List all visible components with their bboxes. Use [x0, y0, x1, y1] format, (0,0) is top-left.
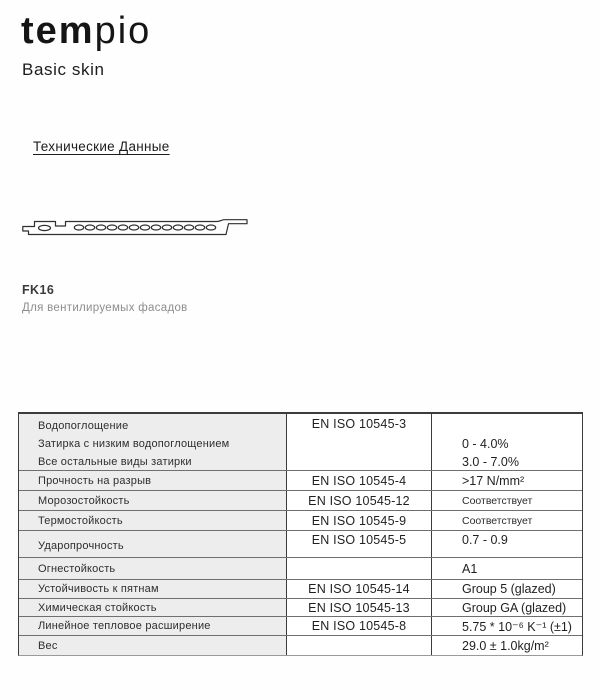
table-row-chemical-resistance — [19, 598, 582, 616]
spec-standard — [287, 558, 432, 579]
spec-label: Ударопрочность — [19, 531, 287, 557]
spec-value: >17 N/mm² — [462, 473, 525, 488]
spec-label — [19, 414, 287, 470]
technical-data-link[interactable]: Технические Данные — [33, 139, 170, 154]
spec-label-line: Все остальные виды затирки — [38, 456, 192, 468]
spec-value-line: 3.0 - 7.0% — [462, 455, 519, 469]
spec-standard: EN ISO 10545-8 — [287, 617, 432, 635]
brand-logo — [21, 8, 151, 54]
spec-label-line: Водопоглощение — [38, 420, 129, 432]
spec-value — [432, 414, 582, 470]
spec-label-line: Затирка с низким водопоглощением — [38, 438, 230, 450]
table-row-tensile-strength — [19, 470, 582, 490]
brand-logo-bold: tem — [21, 10, 95, 52]
spec-label: Прочность на разрыв — [19, 471, 287, 490]
spec-standard: EN ISO 10545-5 — [287, 531, 432, 557]
spec-standard: EN ISO 10545-14 — [287, 580, 432, 598]
spec-label: Вес — [19, 636, 287, 655]
brand-subtitle: Basic skin — [22, 60, 105, 79]
spec-value: Соответствует — [462, 494, 533, 507]
spec-label: Морозостойкость — [19, 491, 287, 510]
table-row-impact-resistance — [19, 530, 582, 557]
table-row-thermal-shock — [19, 510, 582, 530]
spec-label: Химическая стойкость — [19, 599, 287, 616]
table-row-thermal-expansion — [19, 616, 582, 635]
table-row-water-absorption — [19, 414, 582, 470]
spec-label: Огнестойкость — [19, 558, 287, 579]
table-row-weight — [19, 635, 582, 655]
spec-value: A1 — [462, 561, 478, 576]
table-row-fire-resistance — [19, 557, 582, 579]
spec-value: Group GA (glazed) — [462, 600, 567, 615]
spec-standard: EN ISO 10545-4 — [287, 471, 432, 490]
table-row-stain-resistance — [19, 579, 582, 598]
spec-value: 29.0 ± 1.0kg/m² — [462, 638, 549, 653]
spec-value: Group 5 (glazed) — [462, 582, 556, 596]
spec-value-line: 0 - 4.0% — [462, 437, 509, 451]
spec-value: Соответствует — [462, 514, 533, 527]
panel-profile-drawing — [22, 214, 248, 242]
product-description: Для вентилируемых фасадов — [22, 302, 188, 314]
spec-standard: EN ISO 10545-12 — [287, 491, 432, 510]
product-code: FK16 — [22, 283, 55, 297]
spec-value: 5.75 * 10⁻⁶ K⁻¹ (±1) — [462, 619, 572, 634]
spec-standard — [287, 636, 432, 655]
spec-standard: EN ISO 10545-3 — [287, 414, 432, 470]
spec-label: Термостойкость — [19, 511, 287, 530]
table-row-frost-resistance — [19, 490, 582, 510]
spec-value: 0.7 - 0.9 — [462, 533, 508, 547]
spec-label: Устойчивость к пятнам — [19, 580, 287, 598]
spec-label: Линейное тепловое расширение — [19, 617, 287, 635]
brand-logo-light: pio — [94, 10, 152, 52]
spec-standard: EN ISO 10545-9 — [287, 511, 432, 530]
spec-table — [18, 412, 583, 656]
spec-standard: EN ISO 10545-13 — [287, 599, 432, 616]
